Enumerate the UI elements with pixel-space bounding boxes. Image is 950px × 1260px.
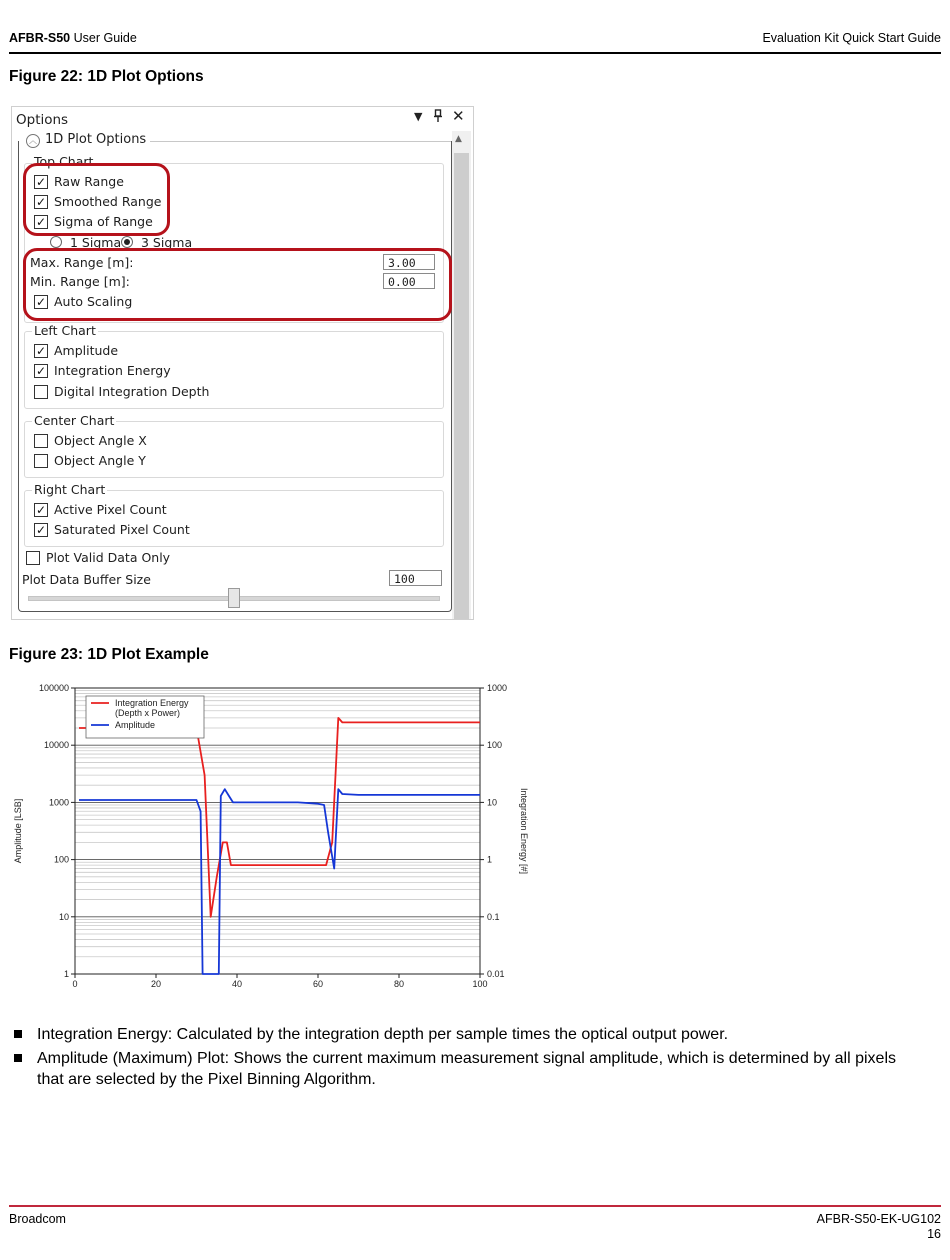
label-plot-valid-data-only: Plot Valid Data Only bbox=[46, 550, 171, 565]
section-title: 1D Plot Options bbox=[45, 132, 150, 147]
group-title-top-chart: Top Chart bbox=[34, 154, 94, 169]
label-1-sigma: 1 Sigma bbox=[70, 235, 122, 250]
label-3-sigma: 3 Sigma bbox=[141, 235, 193, 250]
y2-tick-label: 1000 bbox=[487, 683, 508, 693]
y-tick-label: 10000 bbox=[43, 740, 69, 751]
header-rule bbox=[9, 52, 941, 54]
series-line-1 bbox=[79, 789, 480, 974]
y-tick-label: 100 bbox=[53, 854, 69, 865]
x-tick-label: 40 bbox=[231, 979, 243, 989]
x-tick-label: 80 bbox=[393, 979, 405, 989]
label-sigma-of-range: Sigma of Range bbox=[54, 214, 153, 229]
label-max-range: Max. Range [m]: bbox=[30, 255, 134, 270]
label-integration-energy: Integration Energy bbox=[54, 363, 171, 378]
close-icon[interactable]: ✕ bbox=[452, 107, 465, 125]
checkbox-auto-scaling[interactable]: ✓ bbox=[35, 295, 47, 309]
checkbox-active-pixel-count[interactable]: ✓ bbox=[35, 503, 47, 517]
min-range-input[interactable]: 0.00 bbox=[383, 273, 435, 289]
x-tick-label: 20 bbox=[150, 979, 162, 989]
bullet-item bbox=[14, 1048, 920, 1090]
label-auto-scaling: Auto Scaling bbox=[54, 294, 133, 309]
legend-label: Amplitude bbox=[115, 720, 156, 730]
y-tick-label: 1000 bbox=[48, 797, 69, 808]
checkbox-digital-integration-depth[interactable] bbox=[34, 385, 48, 399]
footer-company: Broadcom bbox=[9, 1212, 66, 1226]
label-saturated-pixel-count: Saturated Pixel Count bbox=[54, 522, 190, 537]
checkbox-sigma-of-range[interactable]: ✓ bbox=[35, 215, 47, 229]
y2-tick-label: 0.1 bbox=[487, 911, 500, 922]
header-doc-type: User Guide bbox=[73, 31, 137, 45]
y2-tick-label: 1 bbox=[487, 854, 493, 865]
header-section-title: Evaluation Kit Quick Start Guide bbox=[762, 31, 941, 45]
figure-23-title: Figure 23: 1D Plot Example bbox=[9, 646, 209, 663]
highlight-box-top-checkboxes bbox=[23, 163, 170, 236]
plot-1d-example bbox=[9, 678, 539, 1000]
bullet-text: Amplitude (Maximum) Plot: Shows the current maximum measurement signal amplitude, which is determined by all pixels that are selected by the Pixel Binning Algorithm. bbox=[37, 1050, 896, 1088]
header-product-name: AFBR-S50 bbox=[9, 31, 71, 45]
label-smoothed-range: Smoothed Range bbox=[54, 194, 162, 209]
highlight-box-range-settings bbox=[23, 248, 452, 321]
radio-1-sigma[interactable] bbox=[50, 236, 62, 248]
y2-axis-label: Integration Energy [#] bbox=[519, 787, 529, 875]
bullet-text: Integration Energy: Calculated by the integration depth per sample times the optical output power. bbox=[37, 1026, 729, 1043]
footer-rule bbox=[9, 1205, 941, 1207]
bullet-marker bbox=[14, 1030, 22, 1038]
y2-tick-label: 10 bbox=[487, 797, 498, 808]
radio-3-sigma[interactable] bbox=[121, 236, 133, 248]
y2-tick-label: 100 bbox=[487, 740, 503, 751]
label-object-angle-y: Object Angle Y bbox=[54, 453, 146, 468]
checkbox-object-angle-x[interactable] bbox=[34, 434, 48, 448]
figure-22-title: Figure 22: 1D Plot Options bbox=[9, 68, 204, 85]
footer-page-number: 16 bbox=[927, 1227, 941, 1241]
legend-label: Integration Energy bbox=[115, 698, 189, 708]
label-active-pixel-count: Active Pixel Count bbox=[54, 502, 167, 517]
dropdown-arrow-icon[interactable]: ▼ bbox=[414, 110, 423, 123]
checkbox-amplitude[interactable]: ✓ bbox=[35, 344, 47, 358]
group-right-chart bbox=[24, 490, 444, 547]
legend-label: (Depth x Power) bbox=[115, 708, 181, 718]
label-plot-data-buffer-size: Plot Data Buffer Size bbox=[22, 572, 151, 587]
buffer-size-slider-thumb[interactable] bbox=[228, 588, 240, 608]
label-min-range: Min. Range [m]: bbox=[30, 274, 130, 289]
buffer-size-input[interactable]: 100 bbox=[389, 570, 442, 586]
checkbox-object-angle-y[interactable] bbox=[34, 454, 48, 468]
x-tick-label: 0 bbox=[72, 979, 78, 989]
max-range-input[interactable]: 3.00 bbox=[383, 254, 435, 270]
checkbox-smoothed-range[interactable]: ✓ bbox=[35, 195, 47, 209]
checkbox-raw-range[interactable]: ✓ bbox=[35, 175, 47, 189]
x-tick-label: 100 bbox=[472, 979, 488, 989]
y-tick-label: 100000 bbox=[38, 683, 69, 693]
group-center-chart bbox=[24, 421, 444, 478]
pin-icon[interactable] bbox=[433, 109, 443, 127]
footer-doc-id: AFBR-S50-EK-UG102 bbox=[816, 1212, 941, 1226]
header-doc-name bbox=[9, 31, 137, 45]
checkbox-integration-energy[interactable]: ✓ bbox=[35, 364, 47, 378]
x-tick-label: 60 bbox=[312, 979, 324, 989]
footer-right bbox=[817, 1212, 941, 1242]
label-digital-integration-depth: Digital Integration Depth bbox=[54, 384, 210, 399]
bullet-marker bbox=[14, 1054, 22, 1062]
checkbox-saturated-pixel-count[interactable]: ✓ bbox=[35, 523, 47, 537]
collapse-icon[interactable]: ︿ bbox=[26, 134, 40, 148]
label-object-angle-x: Object Angle X bbox=[54, 433, 147, 448]
y-axis-label: Amplitude [LSB] bbox=[13, 798, 23, 864]
scrollbar-thumb[interactable] bbox=[454, 153, 469, 619]
y2-tick-label: 0.01 bbox=[487, 969, 505, 979]
options-panel bbox=[11, 106, 474, 620]
y-tick-label: 1 bbox=[63, 969, 69, 979]
options-panel-title: Options bbox=[16, 112, 69, 128]
group-title-center-chart: Center Chart bbox=[34, 413, 115, 428]
label-amplitude: Amplitude bbox=[54, 343, 119, 358]
group-title-left-chart: Left Chart bbox=[34, 323, 96, 338]
scroll-up-icon[interactable]: ▲ bbox=[455, 134, 462, 144]
bullet-item bbox=[14, 1024, 920, 1045]
y-tick-label: 10 bbox=[58, 911, 69, 922]
label-raw-range: Raw Range bbox=[54, 174, 124, 189]
checkbox-plot-valid-data-only[interactable] bbox=[26, 551, 40, 565]
group-title-right-chart: Right Chart bbox=[34, 482, 106, 497]
